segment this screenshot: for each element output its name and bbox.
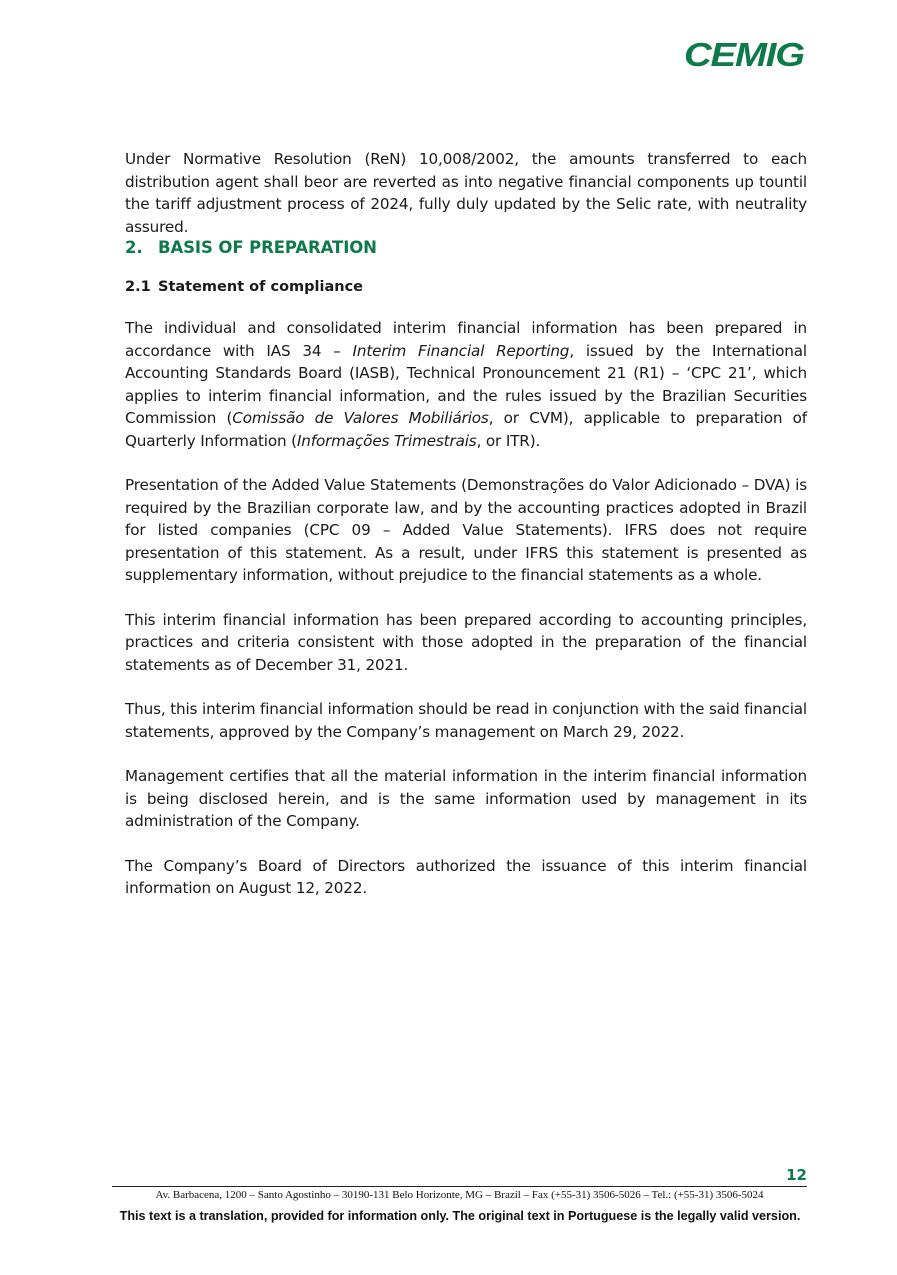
p1-italic-cvm: Comissão de Valores Mobiliários (232, 409, 489, 427)
p1-text-a: The individual and consolidated interim financial information has been prepared in accordance with IAS 34 – (125, 319, 807, 360)
intro-paragraph: Under Normative Resolution (ReN) 10,008/2002, the amounts transferred to each distribution agent shall beor are reverted as into negative financial components up tountil the tariff adjustment process of 2024, fully duly updated by the Selic rate, with neutrality assured. (125, 150, 807, 236)
section-number: 2. (125, 238, 143, 257)
section-title: BASIS OF PREPARATION (158, 238, 377, 257)
management-paragraph: Management certifies that all the material information in the interim financial information is being disclosed herein, and is the same information used by management in its administration of the Company. (125, 767, 807, 830)
p1-text-c: , issued by the International Accounting Standards Board (IASB), Technical Pronouncement 21 (R1) – ‘CPC 21’, which applies to interim financial information, and the rules issued by the Brazilian Securities Commission ( (125, 341, 807, 427)
subsection-heading (125, 279, 807, 295)
page-number: 12 (786, 1166, 807, 1184)
section-heading (125, 238, 807, 257)
subsection-title: Statement of compliance (158, 279, 364, 295)
p1-text-g: , or ITR). (476, 431, 541, 450)
principles-paragraph: This interim financial information has been prepared according to accounting principles, practices and criteria consistent with those adopted in the preparation of the financial statements as of December 31, 2021. (125, 610, 807, 674)
p1-italic-itr: Informações Trimestrais (296, 431, 477, 450)
translation-disclaimer: This text is a translation, provided for information only. The original text in Portuguese is the legally valid version. (119, 1209, 801, 1223)
compliance-paragraph (125, 317, 807, 452)
p1-text-e: , or CVM), applicable to preparation of Quarterly Information ( (125, 409, 808, 450)
p1-italic-ias: Interim Financial Reporting (352, 341, 570, 360)
page-content (125, 148, 807, 900)
board-paragraph: The Company’s Board of Directors authorized the issuance of this interim financial information on August 12, 2022. (125, 856, 807, 897)
cemig-logo (684, 36, 806, 72)
footer-address: Av. Barbacena, 1200 – Santo Agostinho – 30190-131 Belo Horizonte, MG – Brazil – Fax (+55-31) 3506-5026 – Tel.: (+55-31) 3506-5024 (155, 1189, 764, 1201)
subsection-number: 2.1 (125, 279, 151, 295)
dva-paragraph: Presentation of the Added Value Statements (Demonstrações do Valor Adicionado – DVA) is required by the Brazilian corporate law, and by the accounting practices adopted in Brazil for listed companies (CPC 09 – Added Value Statements). IFRS does not require presentation of this statement. As a result, under IFRS this statement is presented as supplementary information, without prejudice to the financial statements as a whole. (125, 476, 807, 584)
conjunction-paragraph: Thus, this interim financial information should be read in conjunction with the said financial statements, approved by the Company’s management on March 29, 2022. (125, 700, 807, 741)
svg-text:CEMIG: CEMIG (684, 36, 805, 72)
footer-divider (112, 1186, 807, 1187)
cemig-logo-icon (684, 36, 806, 72)
